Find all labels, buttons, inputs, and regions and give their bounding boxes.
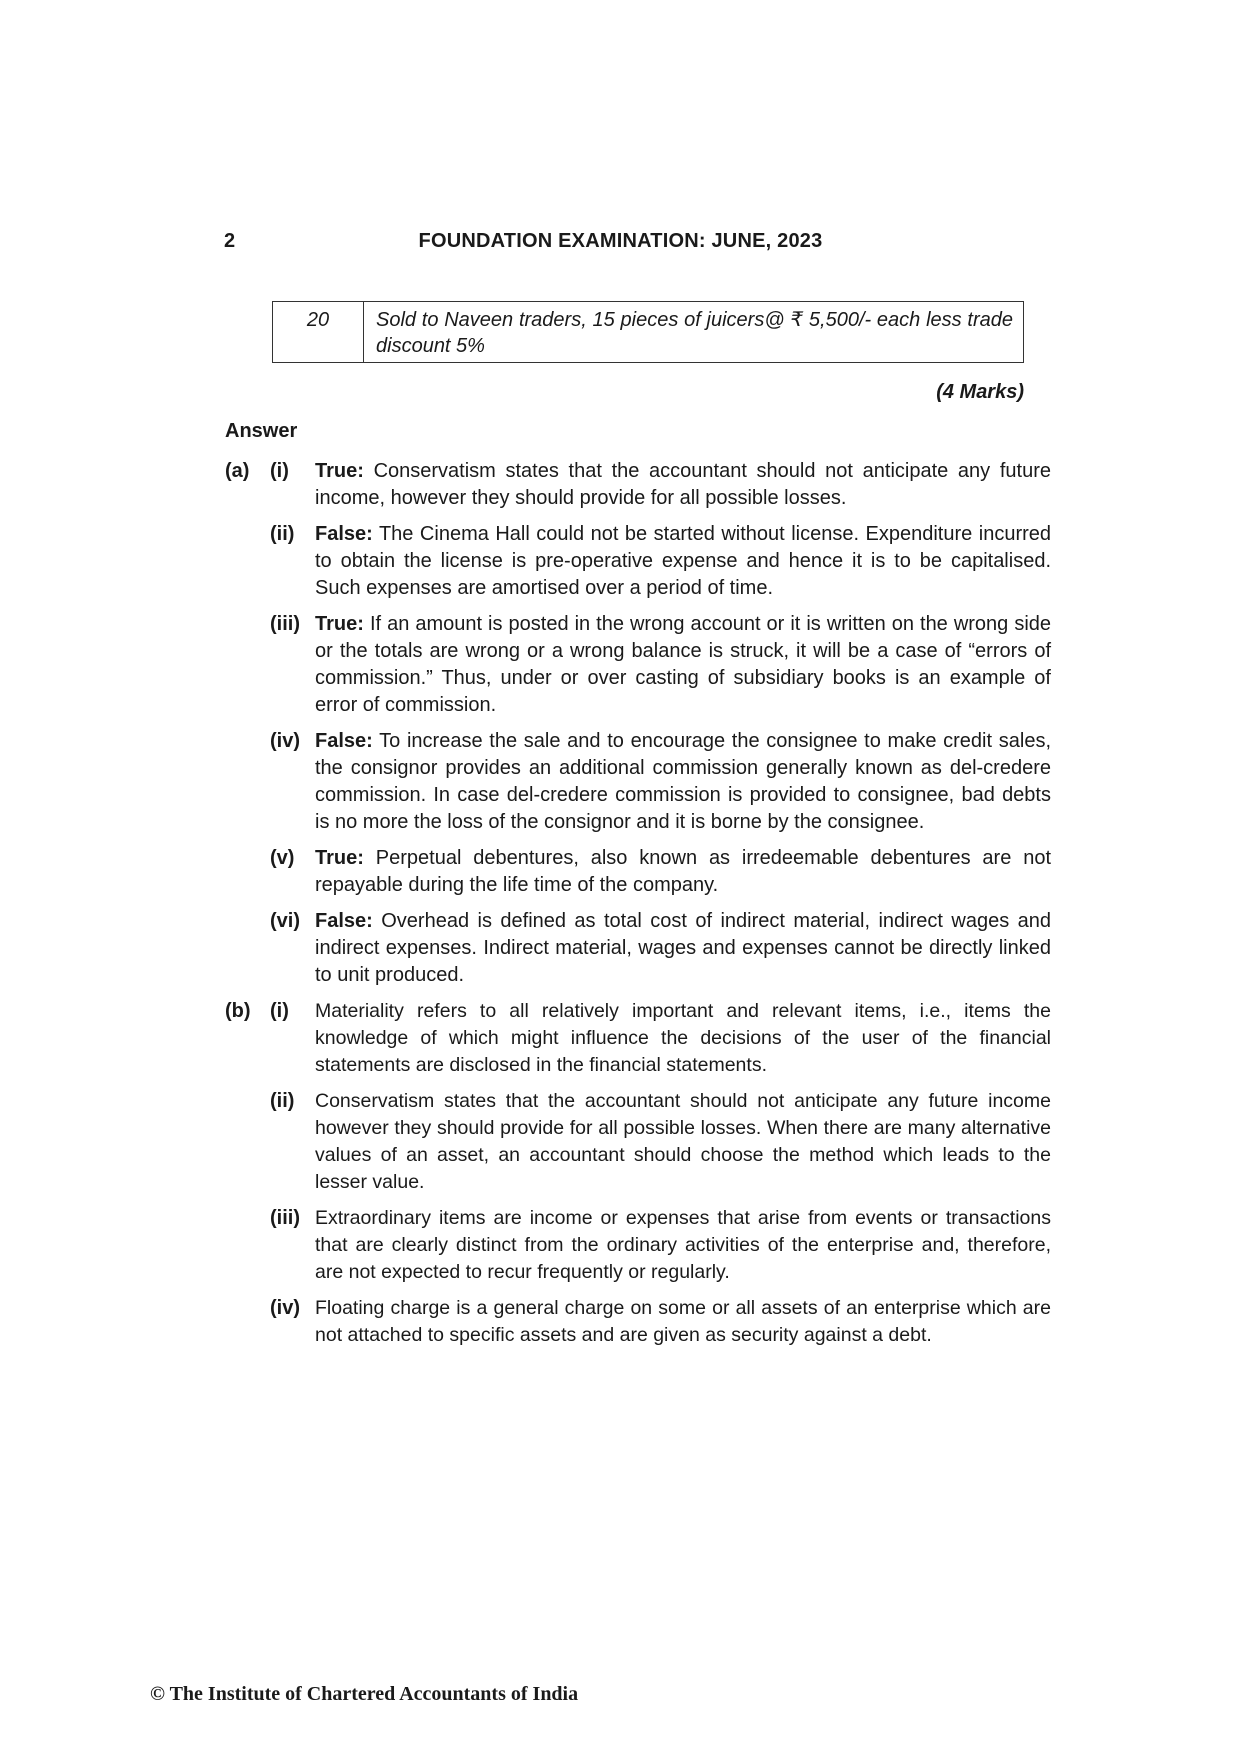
item-text xyxy=(315,728,1051,836)
item-number: (ii) xyxy=(270,1090,295,1112)
item-number: (iii) xyxy=(270,613,300,635)
item-verdict: True: xyxy=(315,460,364,482)
item-body: Conservatism states that the accountant should not anticipate any future income, however they should provide for all possible losses. xyxy=(315,460,1051,509)
item-text: Floating charge is a general charge on some or all assets of an enterprise which are not attached to specific assets and are given as security against a debt. xyxy=(315,1297,1051,1346)
item-verdict: False: xyxy=(315,910,373,932)
item-body: Overhead is defined as total cost of indirect material, indirect wages and indirect expenses. Indirect material, wages and expenses cannot be directly linked to unit produced. xyxy=(315,910,1051,986)
item-body: Perpetual debentures, also known as irredeemable debentures are not repayable during the life time of the company. xyxy=(315,847,1051,896)
item-number: (iii) xyxy=(270,1207,300,1229)
item-text xyxy=(315,458,1051,512)
answer-heading: Answer xyxy=(225,420,298,442)
item-text: Conservatism states that the accountant should not anticipate any future income however they should provide for all possible losses. When there are many alternative values of an asset, an accountant should choose the method which leads to the lesser value. xyxy=(315,1090,1051,1193)
copyright-footer: © The Institute of Chartered Accountants of India xyxy=(150,1683,579,1705)
page-header-title: FOUNDATION EXAMINATION: JUNE, 2023 xyxy=(418,230,823,252)
item-verdict: False: xyxy=(315,730,373,752)
page-number: 2 xyxy=(224,230,236,252)
item-text xyxy=(315,845,1051,899)
item-number: (iv) xyxy=(270,1297,300,1319)
transaction-table xyxy=(272,301,1024,363)
item-text xyxy=(315,908,1051,989)
item-body: If an amount is posted in the wrong account or it is written on the wrong side or the totals are wrong or a wrong balance is struck, it will be a case of “errors of commission.” Thus, under or over casting of subsidiary books is an example of error of commission. xyxy=(315,613,1052,716)
transaction-description: Sold to Naveen traders, 15 pieces of juicers@ ₹ 5,500/- each less trade discount 5% xyxy=(364,302,1024,363)
item-number: (i) xyxy=(270,460,289,482)
item-verdict: True: xyxy=(315,613,364,635)
item-number: (vi) xyxy=(270,910,300,932)
section-label: (a) xyxy=(225,460,250,482)
item-number: (i) xyxy=(270,1000,289,1022)
table-row xyxy=(273,302,1024,363)
item-text: Extraordinary items are income or expenses that arise from events or transactions that are clearly distinct from the ordinary activities of the enterprise and, therefore, are not expected to recur frequently or regularly. xyxy=(315,1207,1051,1283)
item-body: To increase the sale and to encourage the consignee to make credit sales, the consignor provides an additional commission generally known as del-credere commission. In case del-credere commission is provided to consignee, bad debts is no more the loss of the consignor and it is borne by the consignee. xyxy=(315,730,1051,833)
item-number: (ii) xyxy=(270,523,295,545)
item-verdict: True: xyxy=(315,847,364,869)
item-text: Materiality refers to all relatively important and relevant items, i.e., items the knowledge of which might influence the decisions of the user of the financial statements are disclosed in the financial statements. xyxy=(315,1000,1051,1076)
transaction-date: 20 xyxy=(273,302,364,363)
item-verdict: False: xyxy=(315,523,373,545)
item-body: The Cinema Hall could not be started without license. Expenditure incurred to obtain the license is pre-operative expense and hence it is to be capitalised. Such expenses are amortised over a period of time. xyxy=(315,523,1052,599)
item-number: (v) xyxy=(270,847,295,869)
marks-label: (4 Marks) xyxy=(936,381,1024,403)
section-label: (b) xyxy=(225,1000,251,1022)
item-text xyxy=(315,611,1051,719)
item-text xyxy=(315,521,1051,602)
item-number: (iv) xyxy=(270,730,300,752)
